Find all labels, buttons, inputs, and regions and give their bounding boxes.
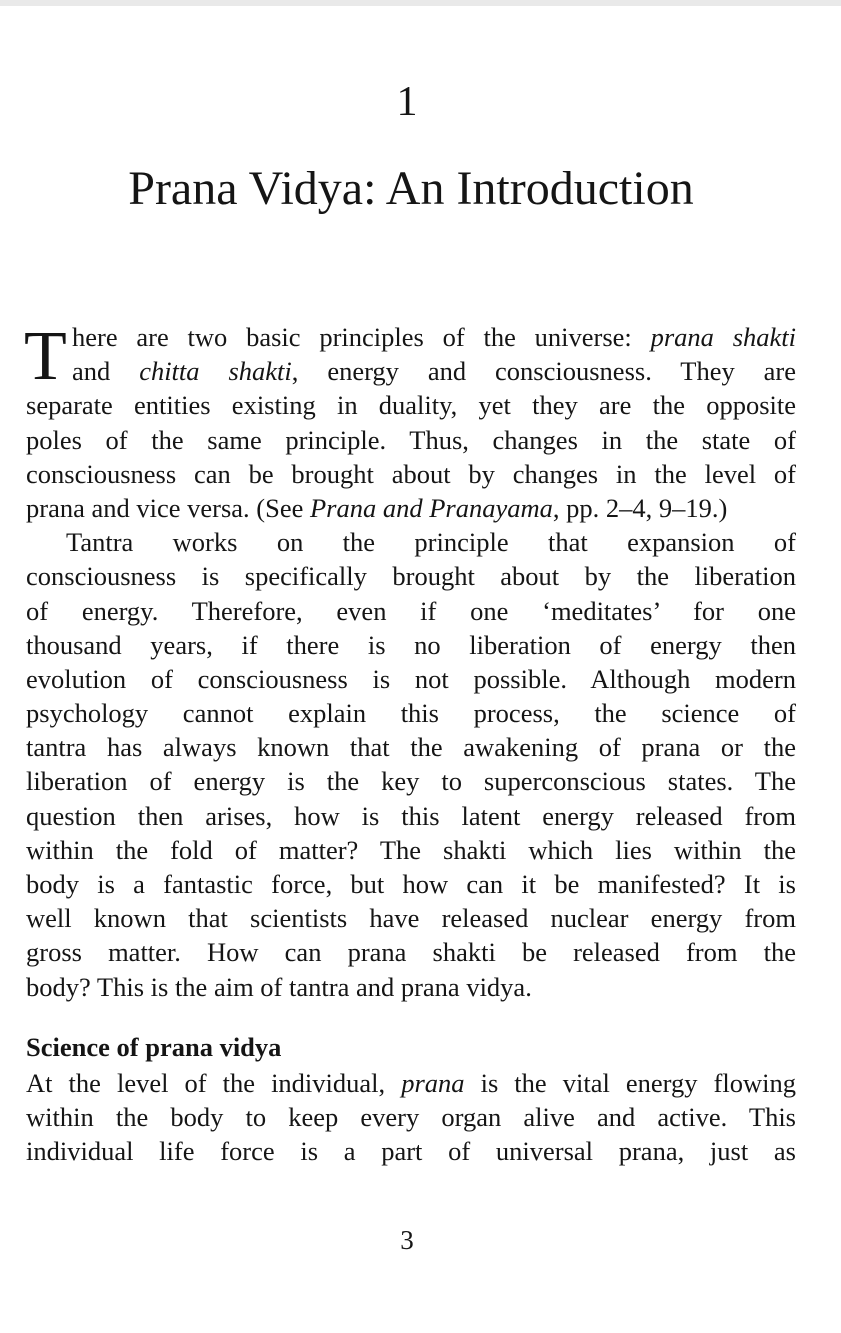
paragraph-3 xyxy=(26,1066,796,1169)
text-line: At the level of the individual, prana is the vital energy flowing xyxy=(26,1067,796,1098)
text-line: prana and vice versa. (See Prana and Pranayama, pp. 2–4, 9–19.) xyxy=(26,492,728,523)
text-line: liberation of energy is the key to superconscious states. The xyxy=(26,766,796,797)
text-line: well known that scientists have released nuclear energy from xyxy=(26,903,796,934)
text-line: body is a fantastic force, but how can it be manifested? It is xyxy=(26,869,796,899)
text-line: thousand years, if there is no liberation of energy then xyxy=(26,629,796,660)
section-heading: Science of prana vidya xyxy=(26,1031,282,1062)
text-line: Tantra works on the principle that expansion of xyxy=(66,527,796,558)
text-line: consciousness is specifically brought about by the liberation xyxy=(26,561,796,592)
page-number: 3 xyxy=(400,1225,414,1255)
chapter-number: 1 xyxy=(396,79,418,125)
paragraph-1 xyxy=(26,320,796,525)
paragraph-2 xyxy=(26,525,796,1004)
text-line: tantra has always known that the awakening of prana or the xyxy=(26,732,796,763)
text-line: gross matter. How can prana shakti be released from the xyxy=(26,937,796,968)
text-line: within the fold of matter? The shakti which lies within the xyxy=(26,834,796,865)
chapter-body xyxy=(26,320,796,1168)
text-line: question then arises, how is this latent energy released from xyxy=(26,800,796,831)
text-line: within the body to keep every organ alive and active. This xyxy=(26,1101,796,1132)
text-line: psychology cannot explain this process, the science of xyxy=(26,698,796,729)
text-line: evolution of consciousness is not possible. Although modern xyxy=(26,663,796,694)
text-line: poles of the same principle. Thus, changes in the state of xyxy=(26,424,796,455)
text-line: consciousness can be brought about by changes in the level of xyxy=(26,458,796,489)
text-line: body? This is the aim of tantra and prana vidya. xyxy=(26,971,532,1002)
text-line: separate entities existing in duality, yet they are the opposite xyxy=(26,390,796,421)
drop-cap-letter: T xyxy=(24,318,67,395)
text-line: and chitta shakti, energy and consciousness. They are xyxy=(72,356,796,387)
text-line: of energy. Therefore, even if one ‘meditates’ for one xyxy=(26,595,796,626)
text-line: here are two basic principles of the universe: prana shakti xyxy=(72,322,796,352)
page-top-edge xyxy=(0,0,841,6)
text-line: individual life force is a part of universal prana, just as xyxy=(26,1136,796,1167)
chapter-title: Prana Vidya: An Introduction xyxy=(128,162,694,215)
